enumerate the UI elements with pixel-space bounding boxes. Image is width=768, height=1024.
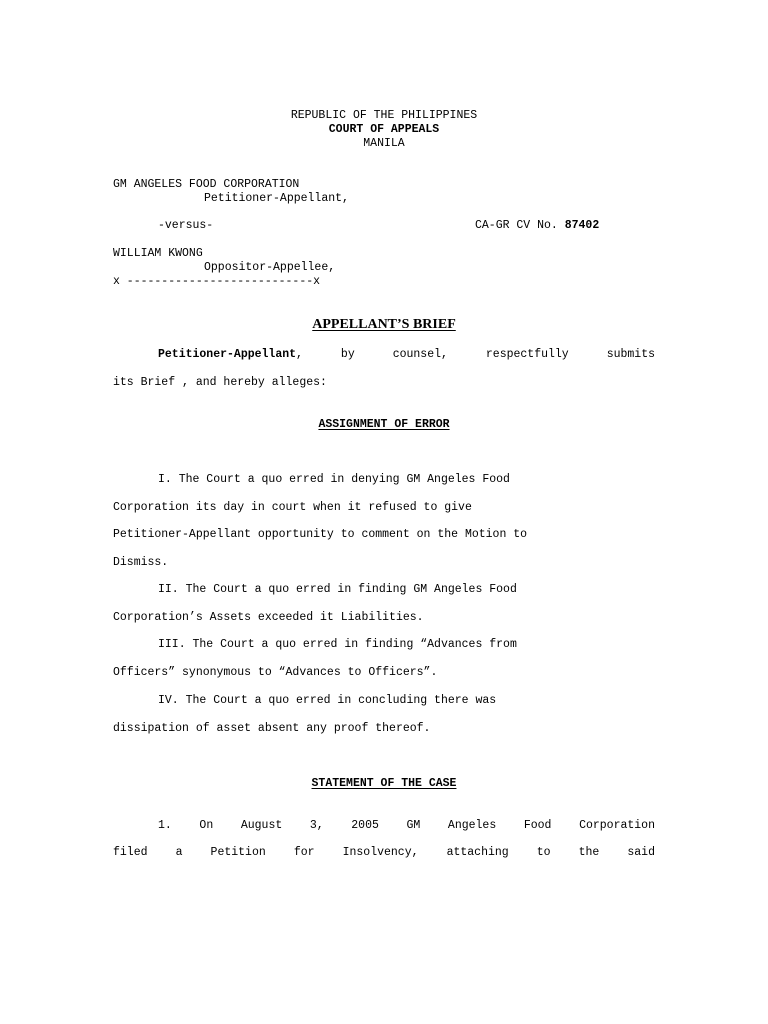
error-3-line-1: III. The Court a quo erred in finding “Advances from <box>158 638 517 651</box>
error-1-line-4: Dismiss. <box>113 556 169 569</box>
petitioner-role: Petitioner-Appellant, <box>204 192 349 205</box>
petitioner-name: GM ANGELES FOOD CORPORATION <box>113 178 300 191</box>
case-number-value: 87402 <box>564 219 600 232</box>
respondent-role: Oppositor-Appellee, <box>204 261 336 274</box>
statement-line-1: 1. On August 3, 2005 GM Angeles Food Corporation <box>158 819 655 832</box>
document-title: APPELLANT’S BRIEF <box>312 317 456 332</box>
error-4-line-2: dissipation of asset absent any proof thereof. <box>113 722 431 735</box>
header-court: COURT OF APPEALS <box>328 123 440 136</box>
error-3-line-2: Officers” synonymous to “Advances to Officers”. <box>113 666 438 679</box>
intro-lead: Petitioner-Appellant <box>158 348 297 361</box>
error-2-line-1: II. The Court a quo erred in finding GM Angeles Food <box>158 583 517 596</box>
error-4-line-1: IV. The Court a quo erred in concluding there was <box>158 694 497 707</box>
caption-separator: x ---------------------------x <box>113 275 321 288</box>
header-republic: REPUBLIC OF THE PHILIPPINES <box>290 109 478 122</box>
error-1-line-3: Petitioner-Appellant opportunity to comment on the Motion to <box>113 528 528 541</box>
case-number-label: CA-GR CV No. <box>475 219 565 232</box>
error-1-line-2: Corporation its day in court when it refused to give <box>113 501 472 514</box>
intro-rest: , by counsel, respectfully submits <box>296 348 655 361</box>
header-city: MANILA <box>363 137 405 150</box>
error-1-line-1: I. The Court a quo erred in denying GM Angeles Food <box>158 473 510 486</box>
intro-line-1 <box>113 348 655 362</box>
statement-heading: STATEMENT OF THE CASE <box>311 777 457 790</box>
respondent-name: WILLIAM KWONG <box>113 247 203 260</box>
assignment-heading: ASSIGNMENT OF ERROR <box>318 418 450 431</box>
case-number <box>475 219 599 233</box>
versus-label: -versus- <box>158 219 214 232</box>
error-2-line-2: Corporation’s Assets exceeded it Liabilities. <box>113 611 424 624</box>
intro-line-2: its Brief , and hereby alleges: <box>113 376 327 389</box>
statement-line-2: filed a Petition for Insolvency, attaching to the said <box>113 846 655 859</box>
